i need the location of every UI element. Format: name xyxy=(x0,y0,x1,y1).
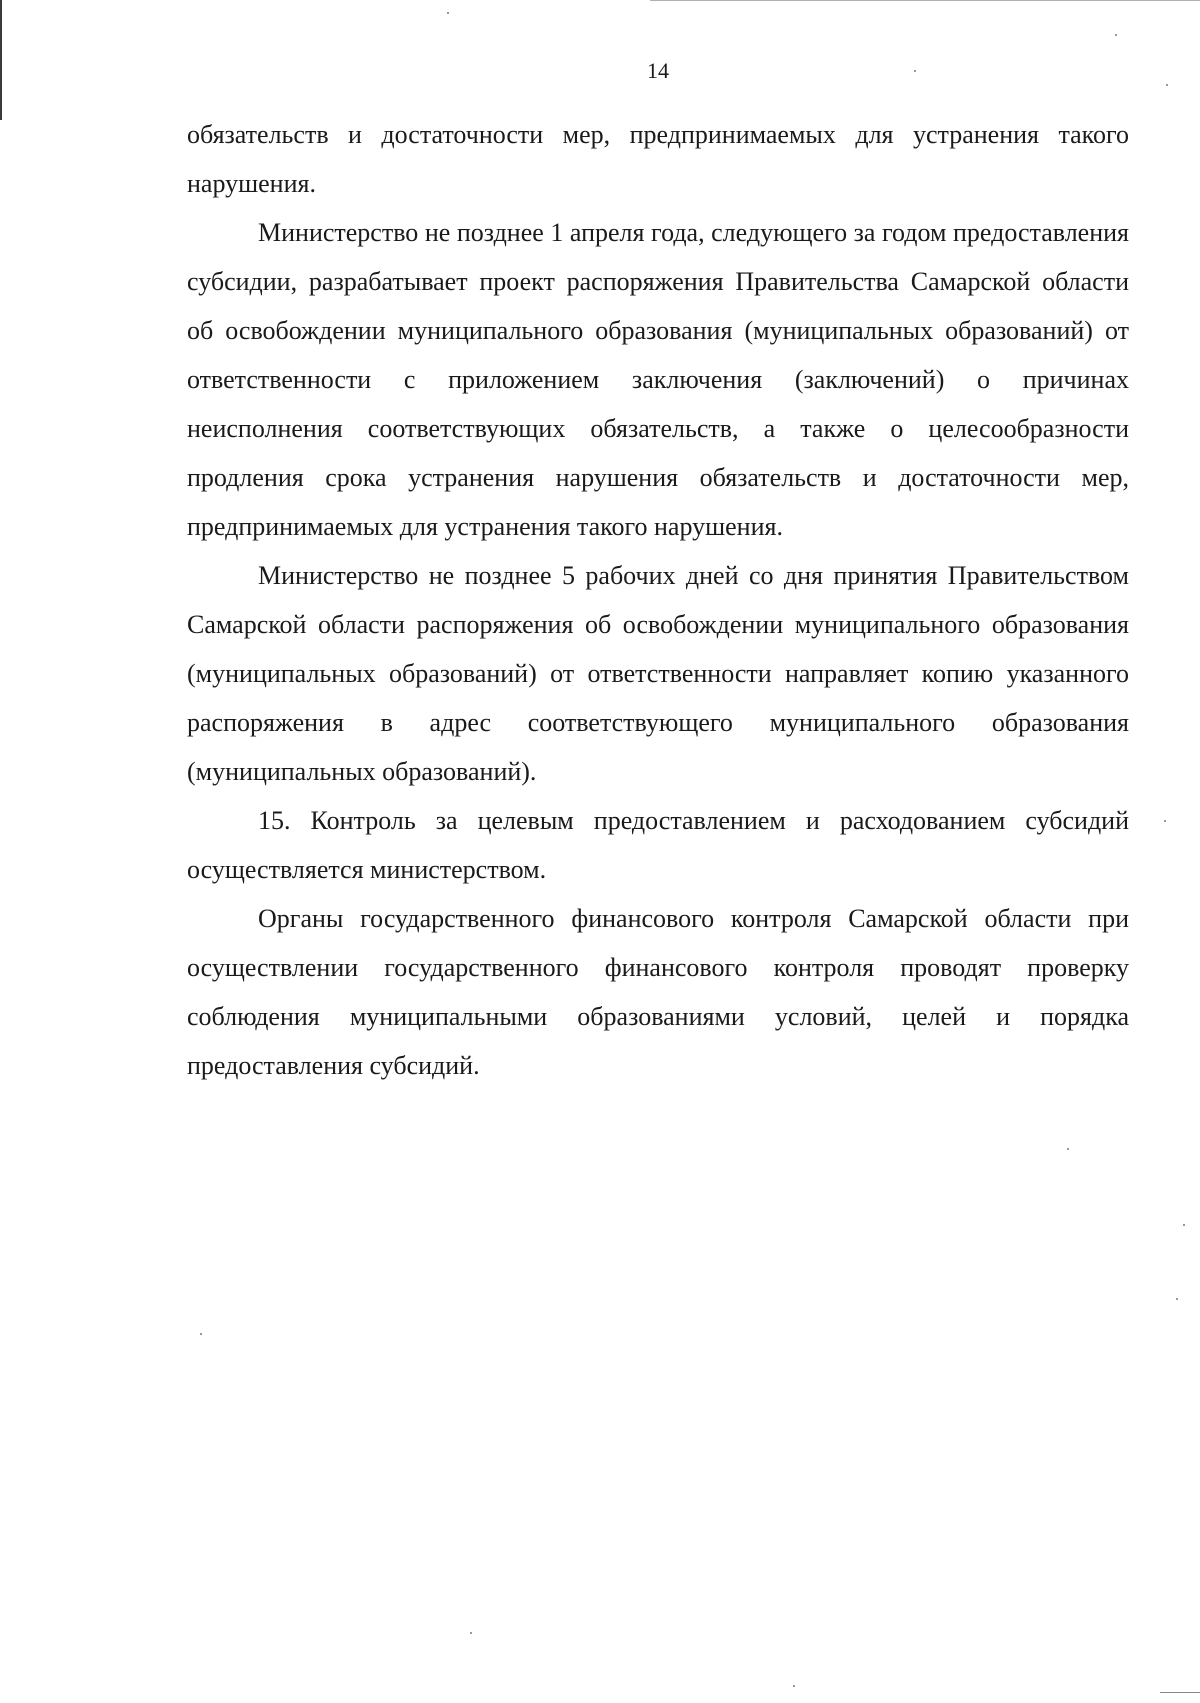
page-number: 14 xyxy=(647,58,669,83)
body-text xyxy=(187,110,1129,1090)
scan-speck xyxy=(1164,820,1166,822)
scan-speck xyxy=(1115,34,1117,36)
paragraph-3: Министерство не позднее 5 рабочих дней со дня принятия Правительством Самарской области распоряжения об освобождении муниципального образования (муниципальных образований) от ответственности направляет копию указанного распоряжения в адрес соответствующего муниципального образования (муниципальных образований). xyxy=(187,561,1129,786)
paragraph-4: 15. Контроль за целевым предоставлением и расходованием субсидий осуществляется министерством. xyxy=(187,806,1129,884)
scan-artifact-bottom-dash xyxy=(1160,1692,1200,1693)
scan-speck xyxy=(1166,84,1168,86)
scan-speck xyxy=(793,1685,795,1687)
paragraph-2: Министерство не позднее 1 апреля года, следующего за годом предоставления субсидии, разрабатывает проект распоряжения Правительства Самарской области об освобождении муниципального образования (муниципальных образований) от ответственности с приложением заключения (заключений) о причинах неисполнения соответствующих обязательств, а также о целесообразности продления срока устранения нарушения обязательств и достаточности мер, предпринимаемых для устранения такого нарушения. xyxy=(187,218,1129,541)
paragraph-1: обязательств и достаточности мер, предпринимаемых для устранения такого нарушения. xyxy=(187,120,1129,198)
scan-speck xyxy=(914,70,916,72)
scan-speck xyxy=(470,1632,472,1634)
scan-speck xyxy=(447,12,449,14)
scan-artifact-top-line xyxy=(650,0,1200,1)
scan-speck xyxy=(1183,1224,1185,1226)
scan-speck xyxy=(200,1333,202,1335)
paragraph-5: Органы государственного финансового контроля Самарской области при осуществлении государственного финансового контроля проводят проверку соблюдения муниципальными образованиями условий, целей и порядка предоставления субсидий. xyxy=(187,904,1129,1080)
scan-speck xyxy=(1067,1148,1069,1150)
scan-speck xyxy=(1176,1298,1178,1300)
